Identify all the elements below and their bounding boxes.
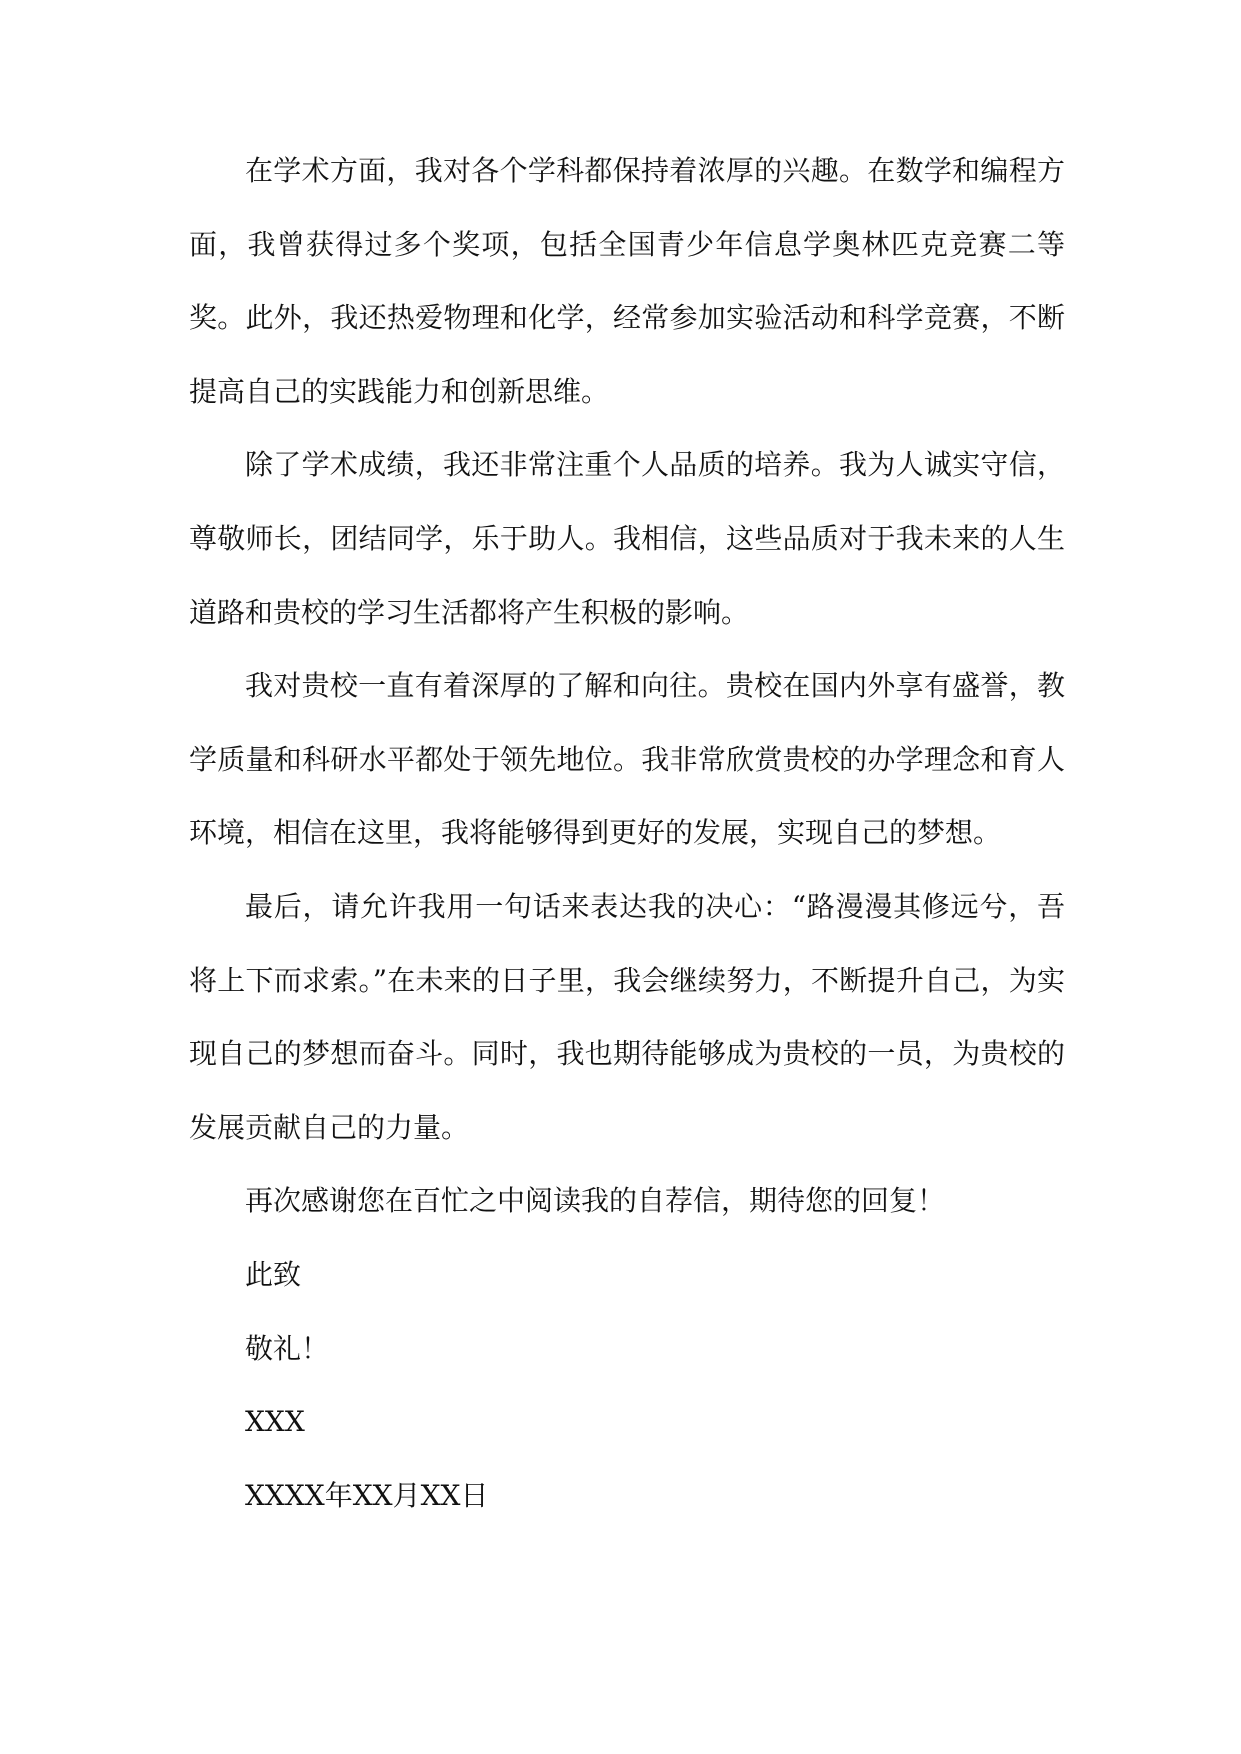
- paragraph-academics: 在学术方面，我对各个学科都保持着浓厚的兴趣。在数学和编程方面，我曾获得过多个奖项，包括全国青少年信息学奥林匹克竞赛二等奖。此外，我还热爱物理和化学，经常参加实验活动和科学竞赛，不断提高自己的实践能力和创新思维。: [189, 154, 1065, 408]
- paragraph-character: 除了学术成绩，我还非常注重个人品质的培养。我为人诚实守信，尊敬师长，团结同学，乐于助人。我相信，这些品质对于我未来的人生道路和贵校的学习生活都将产生积极的影响。: [189, 448, 1065, 629]
- salutation-jingli: 敬礼！: [245, 1331, 330, 1365]
- paragraph-resolve: 最后，请允许我用一句话来表达我的决心：“路漫漫其修远兮，吾将上下而求索。”在未来的日子里，我会继续努力，不断提升自己，为实现自己的梦想而奋斗。同时，我也期待能够成为贵校的一员，为贵校的发展贡献自己的力量。: [189, 889, 1065, 1144]
- closing-thanks: 再次感谢您在百忙之中阅读我的自荐信，期待您的回复！: [245, 1184, 946, 1218]
- letter-body: [189, 134, 1065, 1532]
- salutation-cizhi: 此致: [245, 1257, 302, 1291]
- paragraph-school: 我对贵校一直有着深厚的了解和向往。贵校在国内外享有盛誉，教学质量和科研水平都处于领先地位。我非常欣赏贵校的办学理念和育人环境，相信在这里，我将能够得到更好的发展，实现自己的梦想。: [189, 669, 1065, 850]
- signature: XXX: [245, 1405, 305, 1439]
- date: XXXX年XX月XX日: [245, 1478, 489, 1512]
